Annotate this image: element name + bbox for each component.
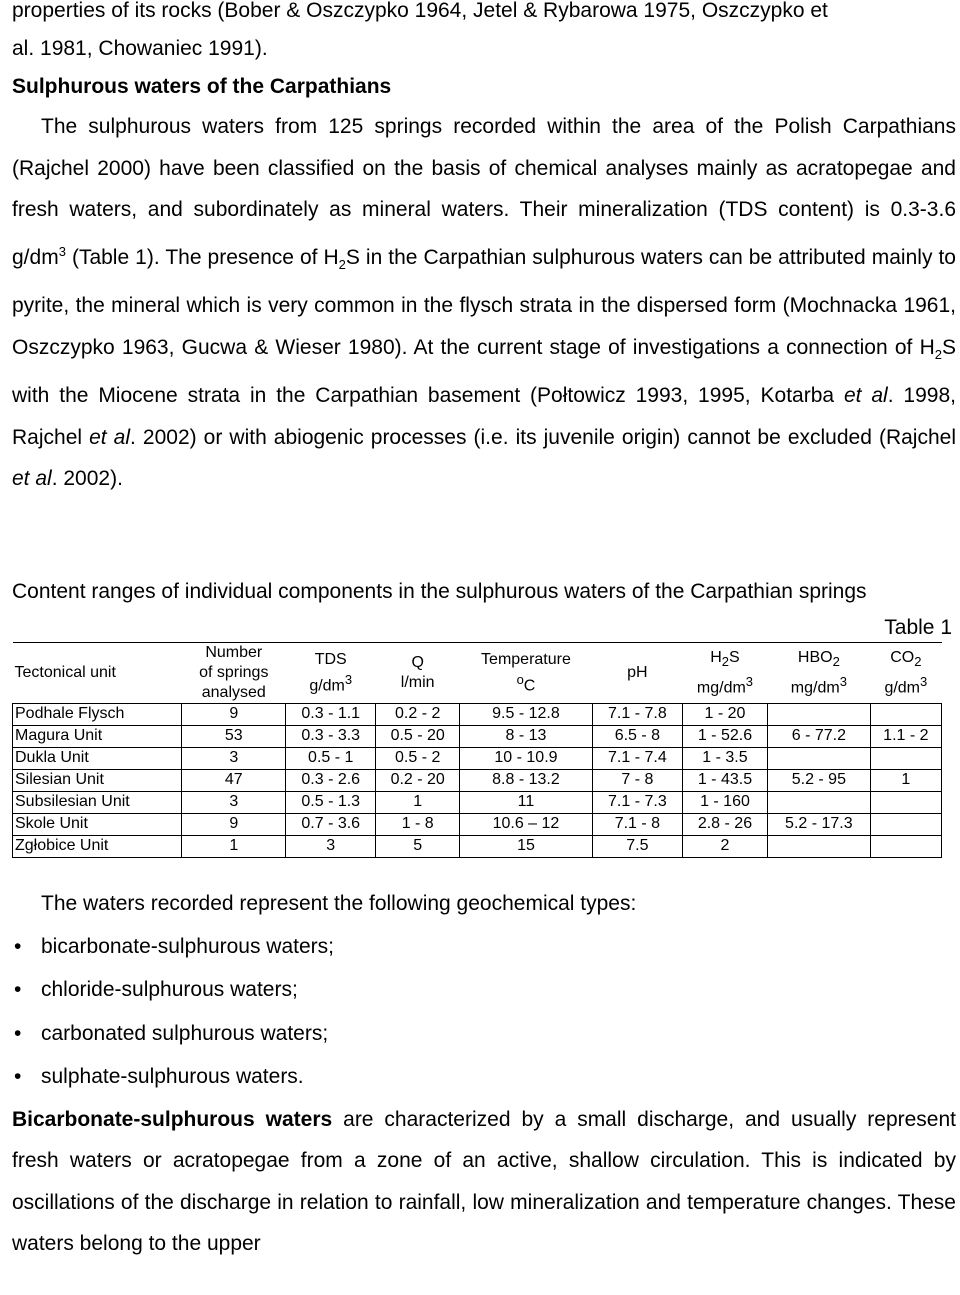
table-cell: 6 - 77.2 — [768, 725, 871, 747]
table-cell: 1 - 3.5 — [682, 747, 767, 769]
table-cell: 1 - 20 — [682, 703, 767, 725]
bullet-icon: • — [14, 934, 22, 958]
types-lead: The waters recorded represent the following geochemical types: — [41, 891, 637, 915]
table-cell: 15 — [460, 835, 593, 857]
table-cell-unit: Dukla Unit — [13, 747, 182, 769]
table-cell: 11 — [460, 791, 593, 813]
header-tectonical-unit: Tectonical unit — [13, 642, 182, 703]
table-cell — [768, 791, 871, 813]
table-cell — [768, 835, 871, 857]
table-cell-unit: Zgłobice Unit — [13, 835, 182, 857]
table-cell: 5 — [376, 835, 460, 857]
table-cell: 7.1 - 7.4 — [592, 747, 682, 769]
table-row — [13, 791, 942, 813]
table-cell-unit: Podhale Flysch — [13, 703, 182, 725]
geochemical-types — [12, 882, 956, 1099]
intro-paragraph — [12, 0, 956, 68]
types-list-item-label: chloride-sulphurous waters; — [41, 978, 298, 1002]
types-list-item — [12, 1012, 956, 1056]
header-tds: TDS $g/dm^3$ — [286, 642, 376, 703]
table-cell: 0.5 - 20 — [376, 725, 460, 747]
table-cell: 1 - 43.5 — [682, 769, 767, 791]
bullet-icon: • — [14, 1065, 22, 1089]
types-list-item — [12, 968, 956, 1012]
types-list-item-label: bicarbonate-sulphurous waters; — [41, 934, 334, 958]
table-cell — [870, 747, 941, 769]
table-cell: 1 - 160 — [682, 791, 767, 813]
closing-text: are characterized by a small discharge, and usually represent fresh waters or acratopegae from a zone of an active, shallow circulation. This is indicated by oscillations of the discharge in relation to rainfall, low mineralization and temperature changes. These waters belong to the upper — [12, 1107, 956, 1256]
table-cell: 47 — [182, 769, 286, 791]
table-cell: 0.5 - 1.3 — [286, 791, 376, 813]
table-cell: 9 — [182, 703, 286, 725]
header-co2: $CO_2$ $g/dm^3$ — [870, 642, 941, 703]
table-cell: 0.3 - 3.3 — [286, 725, 376, 747]
table-cell — [870, 791, 941, 813]
table-row — [13, 725, 942, 747]
section-paragraph: The sulphurous waters from 125 springs recorded within the area of the Polish Carpathians (Rajchel 2000) have been classified on the basis of chemical analyses mainly as acratopegae and fresh waters, and subordinately as mineral waters. Their mineralization (TDS content) is 0.3-3.6 $g/dm^3$ (Table 1). The presence of $H_2S$ in the Carpathian sulphurous waters can be attributed mainly to pyrite, the mineral which is very common in the flysch strata in the dispersed form (Mochnacka 1961, Oszczypko 1963, Gucwa & Wieser 1980). At the current stage of investigations a connection of $H_2S$ with the Miocene strata in the Carpathian basement (Połtowicz 1993, 1995, Kotarba et al. 1998, Rajchel et al. 2002) or with abiogenic processes (i.e. its juvenile origin) cannot be excluded (Rajchel et al. 2002). — [12, 115, 956, 491]
table-row — [13, 813, 942, 835]
bullet-icon: • — [14, 1021, 22, 1045]
closing-bold-term: Bicarbonate-sulphurous waters — [12, 1107, 333, 1131]
table-cell — [768, 703, 871, 725]
table-cell: 10 - 10.9 — [460, 747, 593, 769]
table-cell: 2.8 - 26 — [682, 813, 767, 835]
table-cell: 0.2 - 20 — [376, 769, 460, 791]
bullet-icon: • — [14, 978, 22, 1002]
table-row — [13, 835, 942, 857]
table-cell: 7.5 — [592, 835, 682, 857]
table-cell: 1 - 52.6 — [682, 725, 767, 747]
table-cell-unit: Subsilesian Unit — [13, 791, 182, 813]
table-cell: 8 - 13 — [460, 725, 593, 747]
table-cell: 0.2 - 2 — [376, 703, 460, 725]
types-list-item — [12, 925, 956, 969]
table-cell: 7.1 - 7.3 — [592, 791, 682, 813]
intro-line-1: properties of its rocks (Bober & Oszczypko 1964, Jetel & Rybarowa 1975, Oszczypko et — [12, 0, 828, 22]
table-cell: 7.1 - 7.8 — [592, 703, 682, 725]
table-cell: 3 — [286, 835, 376, 857]
types-list-item — [12, 1055, 956, 1099]
table-body — [13, 703, 942, 857]
header-temperature: Temperature $^o$C — [460, 642, 593, 703]
header-q: Q l/min — [376, 642, 460, 703]
table-cell: 8.8 - 13.2 — [460, 769, 593, 791]
table-cell — [870, 703, 941, 725]
table-cell: 3 — [182, 791, 286, 813]
table-cell: 1 — [870, 769, 941, 791]
table-cell — [768, 747, 871, 769]
types-list-item-label: sulphate-sulphurous waters. — [41, 1065, 304, 1089]
table-cell: 0.5 - 2 — [376, 747, 460, 769]
table-cell: 9.5 - 12.8 — [460, 703, 593, 725]
header-number-of-springs: Number of springs analysed — [182, 642, 286, 703]
table-cell: 7 - 8 — [592, 769, 682, 791]
table-cell-unit: Silesian Unit — [13, 769, 182, 791]
table-cell-unit: Skole Unit — [13, 813, 182, 835]
table-cell: 1 — [376, 791, 460, 813]
table-header — [13, 642, 942, 703]
document-page — [12, 0, 956, 1265]
table-cell: 0.7 - 3.6 — [286, 813, 376, 835]
table-row — [13, 703, 942, 725]
table-cell: 10.6 – 12 — [460, 813, 593, 835]
types-list-item-label: carbonated sulphurous waters; — [41, 1021, 329, 1045]
header-hbo2: $HBO_2$ $mg/dm^3$ — [768, 642, 871, 703]
table-cell-unit: Magura Unit — [13, 725, 182, 747]
table-cell: 2 — [682, 835, 767, 857]
header-ph: pH — [592, 642, 682, 703]
header-h2s: $H_2S$ $mg/dm^3$ — [682, 642, 767, 703]
table-cell: 7.1 - 8 — [592, 813, 682, 835]
table-cell: 53 — [182, 725, 286, 747]
table-cell: 0.3 - 1.1 — [286, 703, 376, 725]
table-cell — [870, 835, 941, 857]
table-cell: 5.2 - 17.3 — [768, 813, 871, 835]
table-cell: 1 - 8 — [376, 813, 460, 835]
table-cell: 6.5 - 8 — [592, 725, 682, 747]
section-heading: Sulphurous waters of the Carpathians — [12, 75, 392, 98]
types-list — [12, 925, 956, 1099]
table-cell: 5.2 - 95 — [768, 769, 871, 791]
table-cell — [870, 813, 941, 835]
table-cell: 3 — [182, 747, 286, 769]
closing-paragraph — [12, 1099, 956, 1265]
table-cell: 1.1 - 2 — [870, 725, 941, 747]
table-cell: 1 — [182, 835, 286, 857]
table-row — [13, 769, 942, 791]
components-table — [12, 642, 942, 858]
table-cell: 9 — [182, 813, 286, 835]
table-label: Table 1 — [884, 615, 952, 639]
intro-line-2: al. 1981, Chowaniec 1991). — [12, 37, 268, 60]
table-cell: 0.3 - 2.6 — [286, 769, 376, 791]
table-cell: 0.5 - 1 — [286, 747, 376, 769]
table-row — [13, 747, 942, 769]
table-caption: Content ranges of individual components in the sulphurous waters of the Carpathian springs — [12, 579, 867, 603]
